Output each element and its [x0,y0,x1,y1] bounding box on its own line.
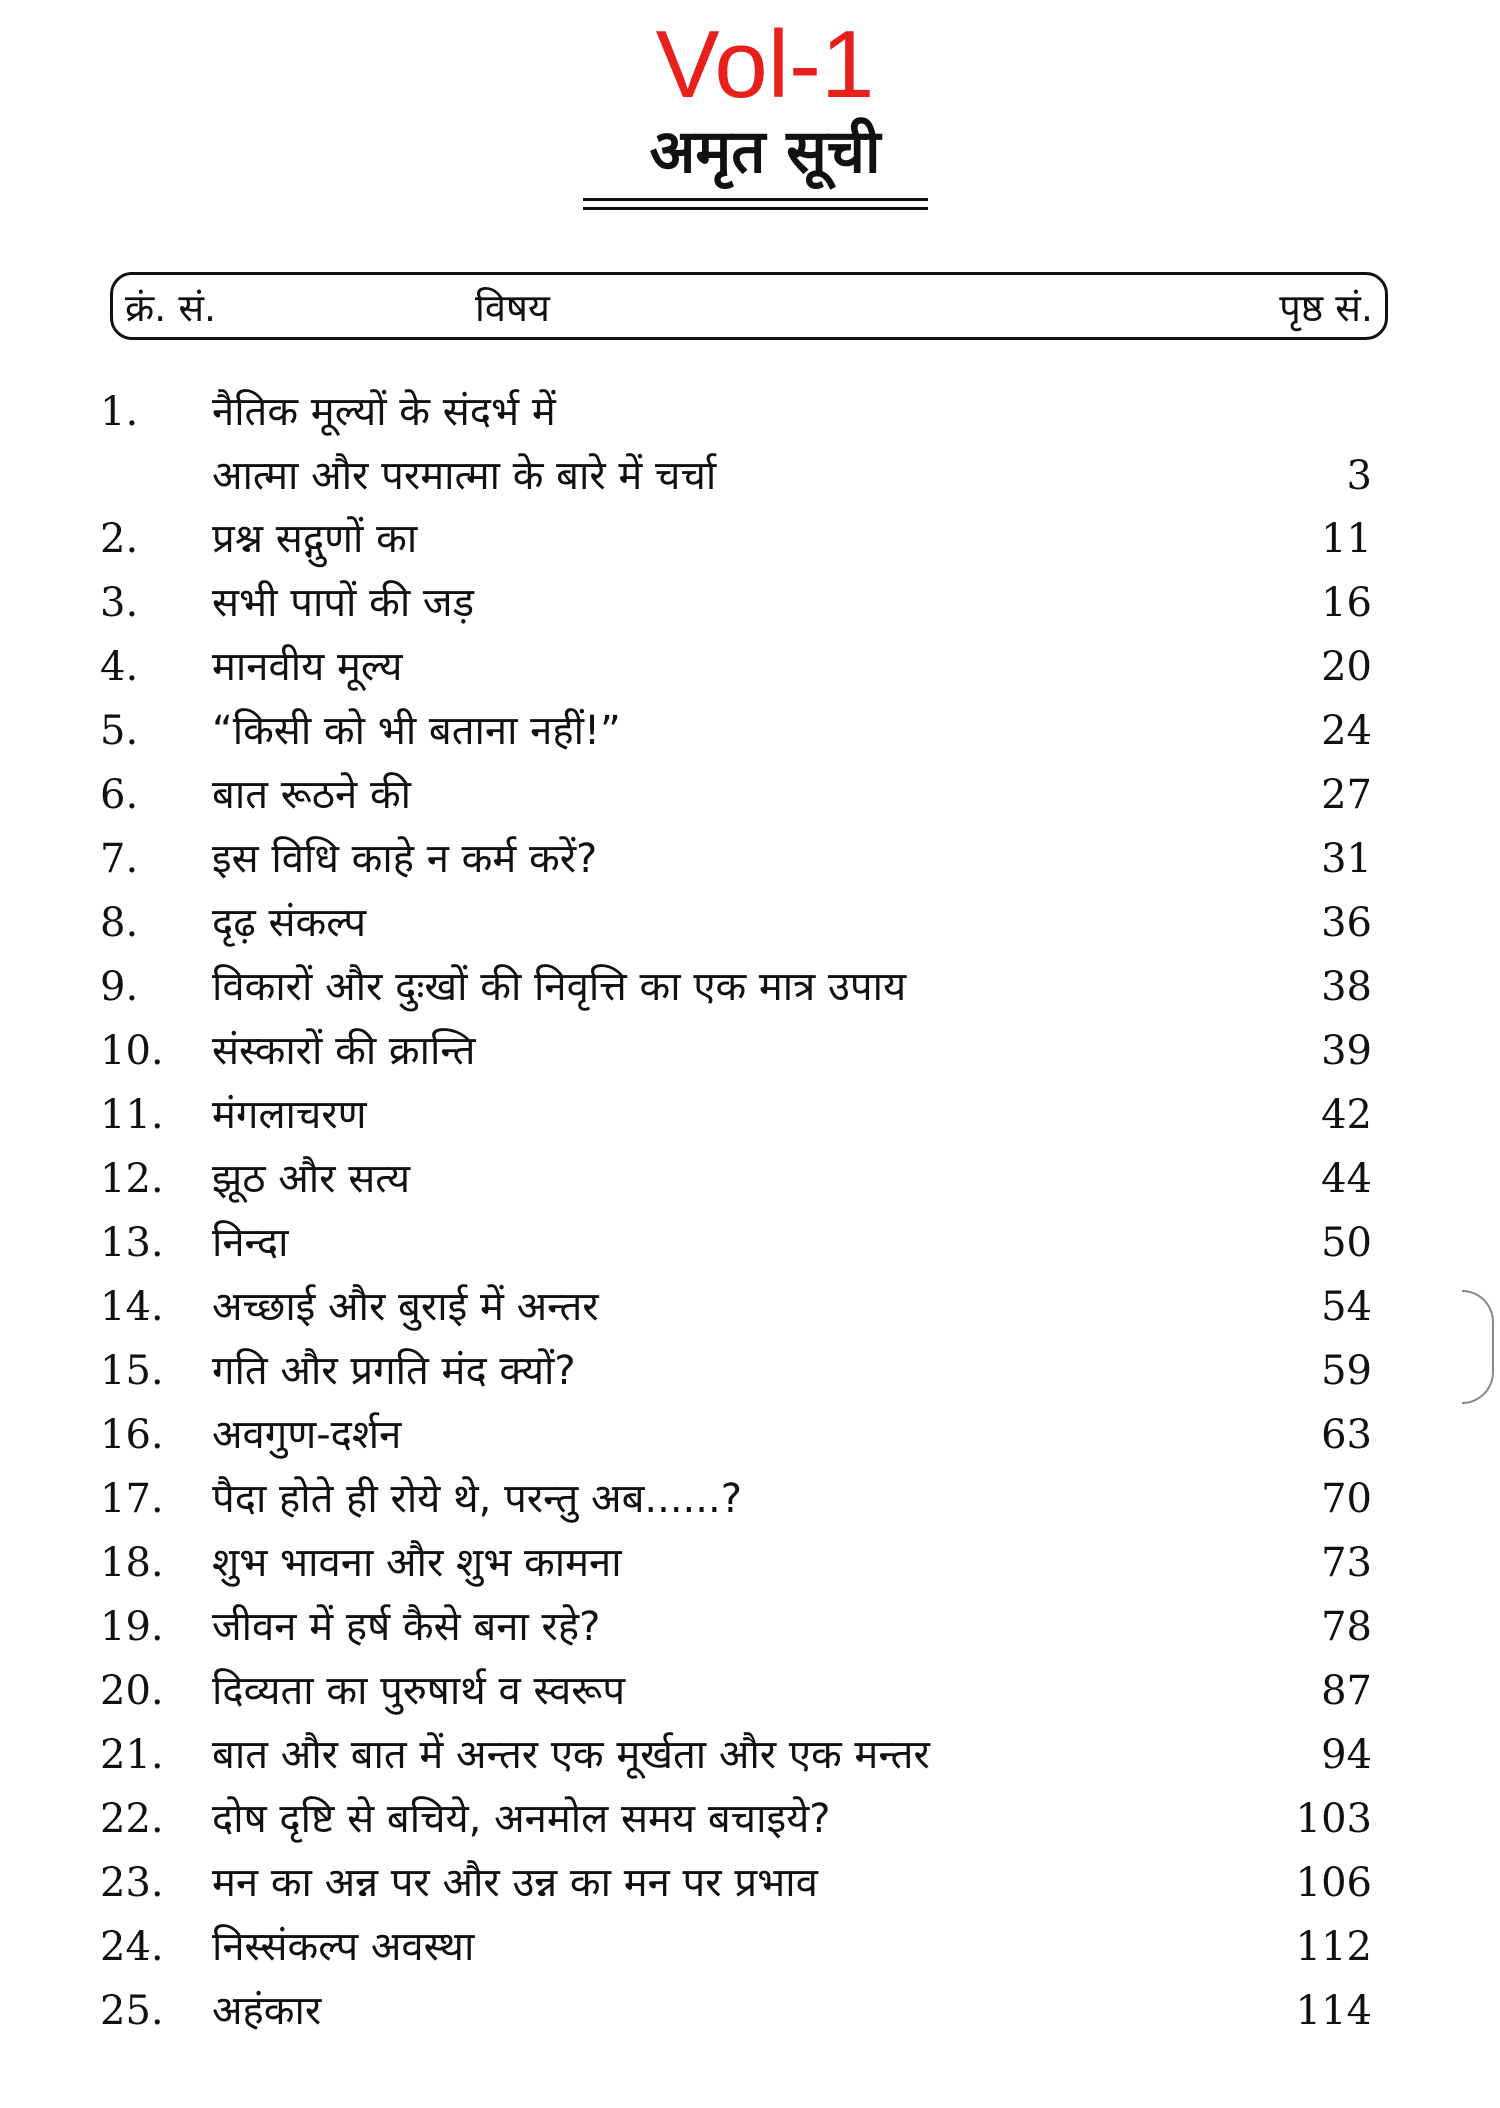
header-page-label: पृष्ठ सं. [1279,286,1373,330]
list-item [0,635,1500,699]
entry-page-number: 3 [1346,453,1372,499]
list-item [0,1595,1500,1659]
list-item [0,507,1500,571]
header-number-label: क्रं. सं. [125,286,217,330]
entry-page-number: 31 [1321,836,1372,882]
entry-title: सभी पापों की जड़ [212,580,474,626]
list-item [0,1339,1500,1403]
entry-title: गति और प्रगति मंद क्यों? [212,1348,576,1394]
list-item [0,1531,1500,1595]
list-item [0,699,1500,763]
entry-page-number: 50 [1321,1220,1372,1266]
page-title: अमृत सूची [649,117,881,187]
entry-title: पैदा होते ही रोये थे, परन्तु अब......? [212,1476,742,1522]
entry-title: झूठ और सत्य [212,1156,411,1202]
list-item [0,1915,1500,1979]
entry-page-number: 16 [1321,580,1372,626]
entry-title: प्रश्न सद्गुणों का [212,516,418,562]
entry-number: 4. [100,644,139,690]
entry-page-number: 42 [1321,1092,1372,1138]
entry-number: 22. [100,1796,164,1842]
entry-number: 15. [100,1348,164,1394]
entry-number: 17. [100,1476,164,1522]
entry-page-number: 36 [1321,900,1372,946]
entry-number: 25. [100,1988,164,2034]
list-item [0,1659,1500,1723]
entry-number: 7. [100,836,139,882]
entry-page-number: 112 [1295,1924,1372,1970]
entry-title: मन का अन्न पर और उन्न का मन पर प्रभाव [212,1860,818,1906]
entry-title: इस विधि काहे न कर्म करें? [212,836,598,882]
entry-page-number: 114 [1295,1988,1372,2034]
entry-page-number: 103 [1295,1796,1372,1842]
entry-title: दृढ़ संकल्प [212,900,367,946]
entry-number: 6. [100,772,139,818]
entry-page-number: 94 [1321,1732,1372,1778]
list-item [0,1979,1500,2043]
list-item [0,827,1500,891]
list-item [0,1147,1500,1211]
list-item [0,1211,1500,1275]
list-item [0,1083,1500,1147]
list-item [0,571,1500,635]
entry-title: बात रूठने की [212,772,412,818]
entry-title: दिव्यता का पुरुषार्थ व स्वरूप [212,1668,626,1714]
entry-title: मंगलाचरण [212,1092,367,1138]
entry-number: 11. [100,1092,164,1138]
entry-title-continued: आत्मा और परमात्मा के बारे में चर्चा [212,453,717,499]
entry-page-number: 27 [1321,772,1372,818]
entry-number: 1. [100,389,139,435]
entry-page-number: 106 [1295,1860,1372,1906]
entry-title: संस्कारों की क्रान्ति [212,1028,476,1074]
entry-page-number: 54 [1321,1284,1372,1330]
list-item [0,1019,1500,1083]
entry-number: 12. [100,1156,164,1202]
entry-page-number: 11 [1321,516,1372,562]
entry-title: अवगुण-दर्शन [212,1412,402,1458]
entry-number: 14. [100,1284,164,1330]
entry-number: 5. [100,708,139,754]
entry-page-number: 24 [1321,708,1372,754]
entry-title: अहंकार [212,1988,322,2034]
entry-title: “किसी को भी बताना नहीं!” [212,708,621,754]
list-item [0,1787,1500,1851]
list-item [0,763,1500,827]
entry-title: बात और बात में अन्तर एक मूर्खता और एक मन्तर [212,1732,930,1778]
entry-number: 19. [100,1604,164,1650]
entry-page-number: 59 [1321,1348,1372,1394]
entry-title: विकारों और दुःखों की निवृत्ति का एक मात्र उपाय [212,964,907,1010]
entry-number: 8. [100,900,139,946]
entry-number: 16. [100,1412,164,1458]
entry-page-number: 44 [1321,1156,1372,1202]
list-item [0,891,1500,955]
list-item [0,1403,1500,1467]
entry-page-number: 20 [1321,644,1372,690]
entry-title: नैतिक मूल्यों के संदर्भ में [212,389,556,435]
entry-title: अच्छाई और बुराई में अन्तर [212,1284,599,1330]
entry-page-number: 73 [1321,1540,1372,1586]
entry-title: दोष दृष्टि से बचिये, अनमोल समय बचाइये? [212,1796,831,1842]
entry-number: 20. [100,1668,164,1714]
entry-title: निन्दा [212,1220,289,1266]
entry-page-number: 39 [1321,1028,1372,1074]
volume-label: Vol-1 [655,11,875,118]
list-item [0,955,1500,1019]
entry-title: मानवीय मूल्य [212,644,403,690]
entry-number: 3. [100,580,139,626]
list-item [0,1275,1500,1339]
entry-page-number: 87 [1321,1668,1372,1714]
entry-page-number: 70 [1321,1476,1372,1522]
entry-number: 18. [100,1540,164,1586]
entry-number: 9. [100,964,139,1010]
entry-number: 2. [100,516,139,562]
entry-number: 23. [100,1860,164,1906]
list-item [0,1851,1500,1915]
scan-artifact-curve [1462,1290,1494,1404]
entry-page-number: 38 [1321,964,1372,1010]
entry-number: 24. [100,1924,164,1970]
entry-page-number: 63 [1321,1412,1372,1458]
entry-title: निस्संकल्प अवस्था [212,1924,475,1970]
entry-number: 10. [100,1028,164,1074]
entry-page-number: 78 [1321,1604,1372,1650]
list-item [0,1467,1500,1531]
header-subject-label: विषय [475,286,550,330]
list-item [0,380,1500,499]
entry-number: 21. [100,1732,164,1778]
list-item [0,1723,1500,1787]
entry-number: 13. [100,1220,164,1266]
entry-title: जीवन में हर्ष कैसे बना रहे? [212,1604,601,1650]
entry-title: शुभ भावना और शुभ कामना [212,1540,622,1586]
